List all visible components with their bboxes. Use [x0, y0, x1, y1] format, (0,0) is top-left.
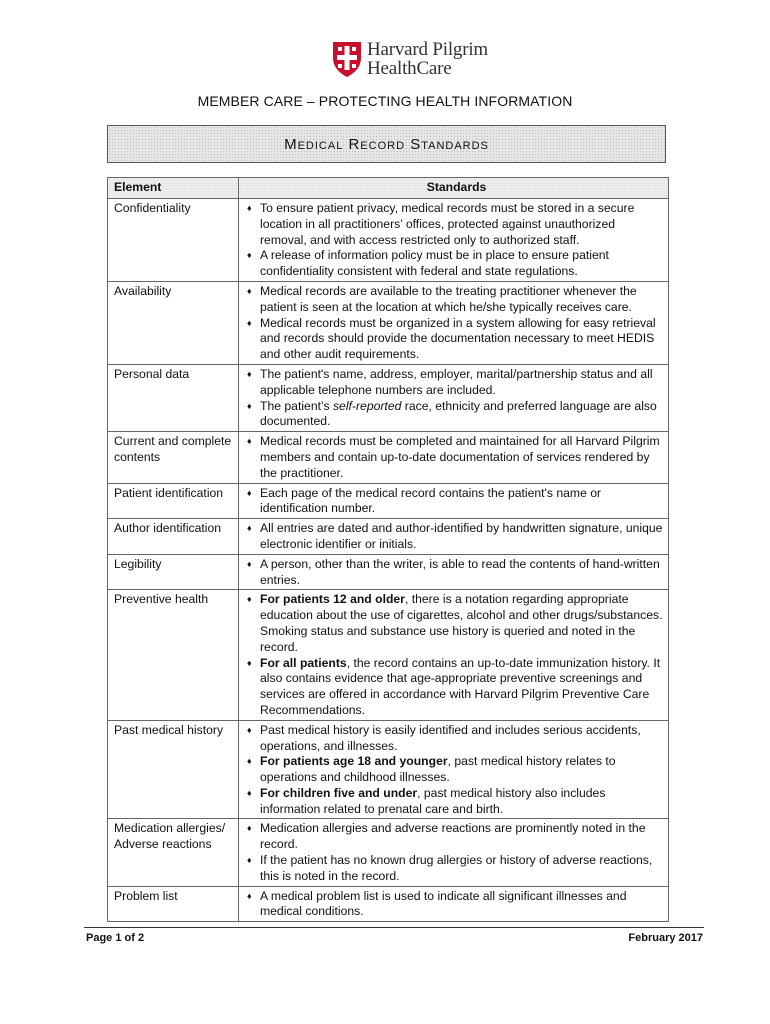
- standards-cell: [239, 432, 669, 483]
- list-item: [245, 557, 664, 589]
- standards-table: [107, 177, 669, 922]
- table-row: [108, 364, 669, 431]
- text-run: A release of information policy must be in place to ensure patient confidentiality consistent with federal and state regulations.: [260, 248, 609, 279]
- list-item: [245, 434, 664, 481]
- standards-list: [245, 723, 664, 818]
- table-row: [108, 199, 669, 282]
- table-row: [108, 590, 669, 720]
- element-cell: Problem list: [108, 886, 239, 922]
- table-row: [108, 483, 669, 519]
- bold-text: For patients age 18 and younger: [260, 754, 448, 769]
- bold-text: For all patients: [260, 655, 347, 670]
- table-row: [108, 432, 669, 483]
- text-run: Medical records must be organized in a system allowing for easy retrieval and records should provide the documentation necessary to meet HEDIS and other audit requirements.: [260, 315, 656, 362]
- text-run: Each page of the medical record contains the patient's name or identification number.: [260, 485, 602, 516]
- diamond-bullet-icon: ♦: [247, 523, 252, 534]
- element-cell: Medication allergies/ Adverse reactions: [108, 819, 239, 886]
- standards-list: [245, 821, 664, 884]
- text-run: If the patient has no known drug allergies or history of adverse reactions, this is noted in the record.: [260, 853, 653, 883]
- text-run: Medical records are available to the treating practitioner whenever the patient is seen at the location at which he/she typically receives care.: [260, 283, 637, 314]
- text-run: A medical problem list is used to indicate all significant illnesses and medical conditions.: [260, 888, 627, 919]
- list-item: [245, 201, 664, 248]
- standards-list: [245, 557, 664, 589]
- standards-cell: [239, 199, 669, 282]
- standards-cell: [239, 483, 669, 519]
- text-run: , past medical history relates to operations and childhood illnesses.: [260, 754, 616, 785]
- standards-cell: [239, 519, 669, 555]
- diamond-bullet-icon: ♦: [247, 657, 252, 668]
- bold-text: For patients 12 and older: [260, 592, 405, 607]
- list-item: [245, 889, 664, 921]
- standards-cell: [239, 554, 669, 590]
- list-item: [245, 656, 664, 719]
- column-header-standards: Standards: [239, 178, 669, 199]
- diamond-bullet-icon: ♦: [247, 400, 252, 411]
- logo-line-2: HealthCare: [367, 58, 452, 79]
- element-cell: Availability: [108, 281, 239, 364]
- list-item: [245, 521, 664, 553]
- standards-list: [245, 367, 664, 430]
- table-row: [108, 720, 669, 819]
- text-run: A person, other than the writer, is able to read the contents of hand-written entries.: [260, 556, 660, 587]
- standards-list: [245, 889, 664, 921]
- diamond-bullet-icon: ♦: [247, 250, 252, 261]
- footer-date: February 2017: [628, 932, 703, 944]
- diamond-bullet-icon: ♦: [247, 787, 252, 798]
- column-header-element: Element: [108, 178, 239, 199]
- diamond-bullet-icon: ♦: [247, 558, 252, 569]
- table-row: [108, 519, 669, 555]
- list-item: [245, 248, 664, 280]
- element-cell: Author identification: [108, 519, 239, 555]
- standards-list: [245, 521, 664, 553]
- text-run: race, ethnicity and preferred language are also documented.: [260, 398, 657, 429]
- bold-text: For children five and under: [260, 785, 418, 800]
- diamond-bullet-icon: ♦: [247, 724, 252, 735]
- diamond-bullet-icon: ♦: [247, 823, 252, 834]
- list-item: [245, 367, 664, 399]
- text-run: All entries are dated and author-identified by handwritten signature, unique electronic identifier or initials.: [260, 521, 663, 551]
- standards-list: [245, 434, 664, 481]
- diamond-bullet-icon: ♦: [247, 855, 252, 866]
- text-run: Medical records must be completed and maintained for all Harvard Pilgrim members and contain up-to-date documentation of services rendered by the practitioner.: [260, 434, 660, 480]
- logo-wordmark: [367, 40, 488, 78]
- standards-cell: [239, 819, 669, 886]
- title-banner: [107, 125, 666, 163]
- diamond-bullet-icon: ♦: [247, 436, 252, 447]
- element-cell: Preventive health: [108, 590, 239, 720]
- element-cell: Confidentiality: [108, 199, 239, 282]
- element-cell: Current and complete contents: [108, 432, 239, 483]
- diamond-bullet-icon: ♦: [247, 285, 252, 296]
- page-number: Page 1 of 2: [86, 932, 145, 944]
- standards-list: [245, 486, 664, 518]
- list-item: [245, 399, 664, 431]
- standards-cell: [239, 364, 669, 431]
- table-row: [108, 554, 669, 590]
- standards-list: [245, 592, 664, 718]
- element-cell: Patient identification: [108, 483, 239, 519]
- diamond-bullet-icon: ♦: [247, 203, 252, 213]
- standards-cell: [239, 720, 669, 819]
- text-run: , the record contains an up-to-date immunization history. It also contains evidence that age-appropriate preventive screenings and services are offered in accordance with Harvard Pilgrim Preventive Care Recommendations.: [260, 655, 661, 717]
- list-item: [245, 723, 664, 755]
- text-run: The patient’s: [260, 398, 333, 413]
- diamond-bullet-icon: ♦: [247, 317, 252, 328]
- diamond-bullet-icon: ♦: [247, 487, 252, 498]
- element-cell: Personal data: [108, 364, 239, 431]
- text-run: , past medical history also includes information related to prenatal care and birth.: [260, 785, 606, 816]
- diamond-bullet-icon: ♦: [247, 890, 252, 901]
- element-cell: Legibility: [108, 554, 239, 590]
- italic-text: self-reported: [332, 398, 402, 413]
- list-item: [245, 284, 664, 316]
- list-item: [245, 821, 664, 853]
- footer-divider: [84, 927, 704, 928]
- text-run: Medication allergies and adverse reactions are prominently noted in the record.: [260, 821, 646, 852]
- list-item: [245, 786, 664, 818]
- logo-line-1: Harvard Pilgrim: [367, 39, 489, 60]
- text-run: Past medical history is easily identified and includes serious accidents, operations, and illnesses.: [260, 722, 641, 753]
- table-row: [108, 281, 669, 364]
- text-run: To ensure patient privacy, medical records must be stored in a secure location in all practitioners’ offices, protected against unauthorized removal, and with access restricted only to authorized staff.: [260, 201, 635, 247]
- standards-cell: [239, 886, 669, 922]
- document-subtitle: MEMBER CARE – PROTECTING HEALTH INFORMATION: [197, 93, 573, 109]
- list-item: [245, 853, 664, 885]
- diamond-bullet-icon: ♦: [247, 368, 252, 379]
- standards-cell: [239, 590, 669, 720]
- element-cell: Past medical history: [108, 720, 239, 819]
- shield-logo-icon: [331, 40, 363, 78]
- page-title: Medical Record Standards: [284, 135, 489, 153]
- standards-cell: [239, 281, 669, 364]
- standards-list: [245, 284, 664, 363]
- list-item: [245, 592, 664, 655]
- standards-list: [245, 201, 664, 280]
- diamond-bullet-icon: ♦: [247, 594, 252, 605]
- harvard-pilgrim-logo: [331, 40, 488, 88]
- table-header-row: [108, 178, 669, 199]
- list-item: [245, 316, 664, 363]
- list-item: [245, 754, 664, 786]
- text-run: The patient's name, address, employer, marital/partnership status and all applicable telephone numbers are included.: [260, 366, 653, 397]
- table-row: [108, 886, 669, 922]
- text-run: , there is a notation regarding appropriate education about the use of cigarettes, alcohol and other drugs/substances. Smoking status and substance use history is queried and noted in the record.: [260, 592, 663, 654]
- diamond-bullet-icon: ♦: [247, 756, 252, 767]
- table-row: [108, 819, 669, 886]
- table-body: [108, 199, 669, 922]
- list-item: [245, 486, 664, 518]
